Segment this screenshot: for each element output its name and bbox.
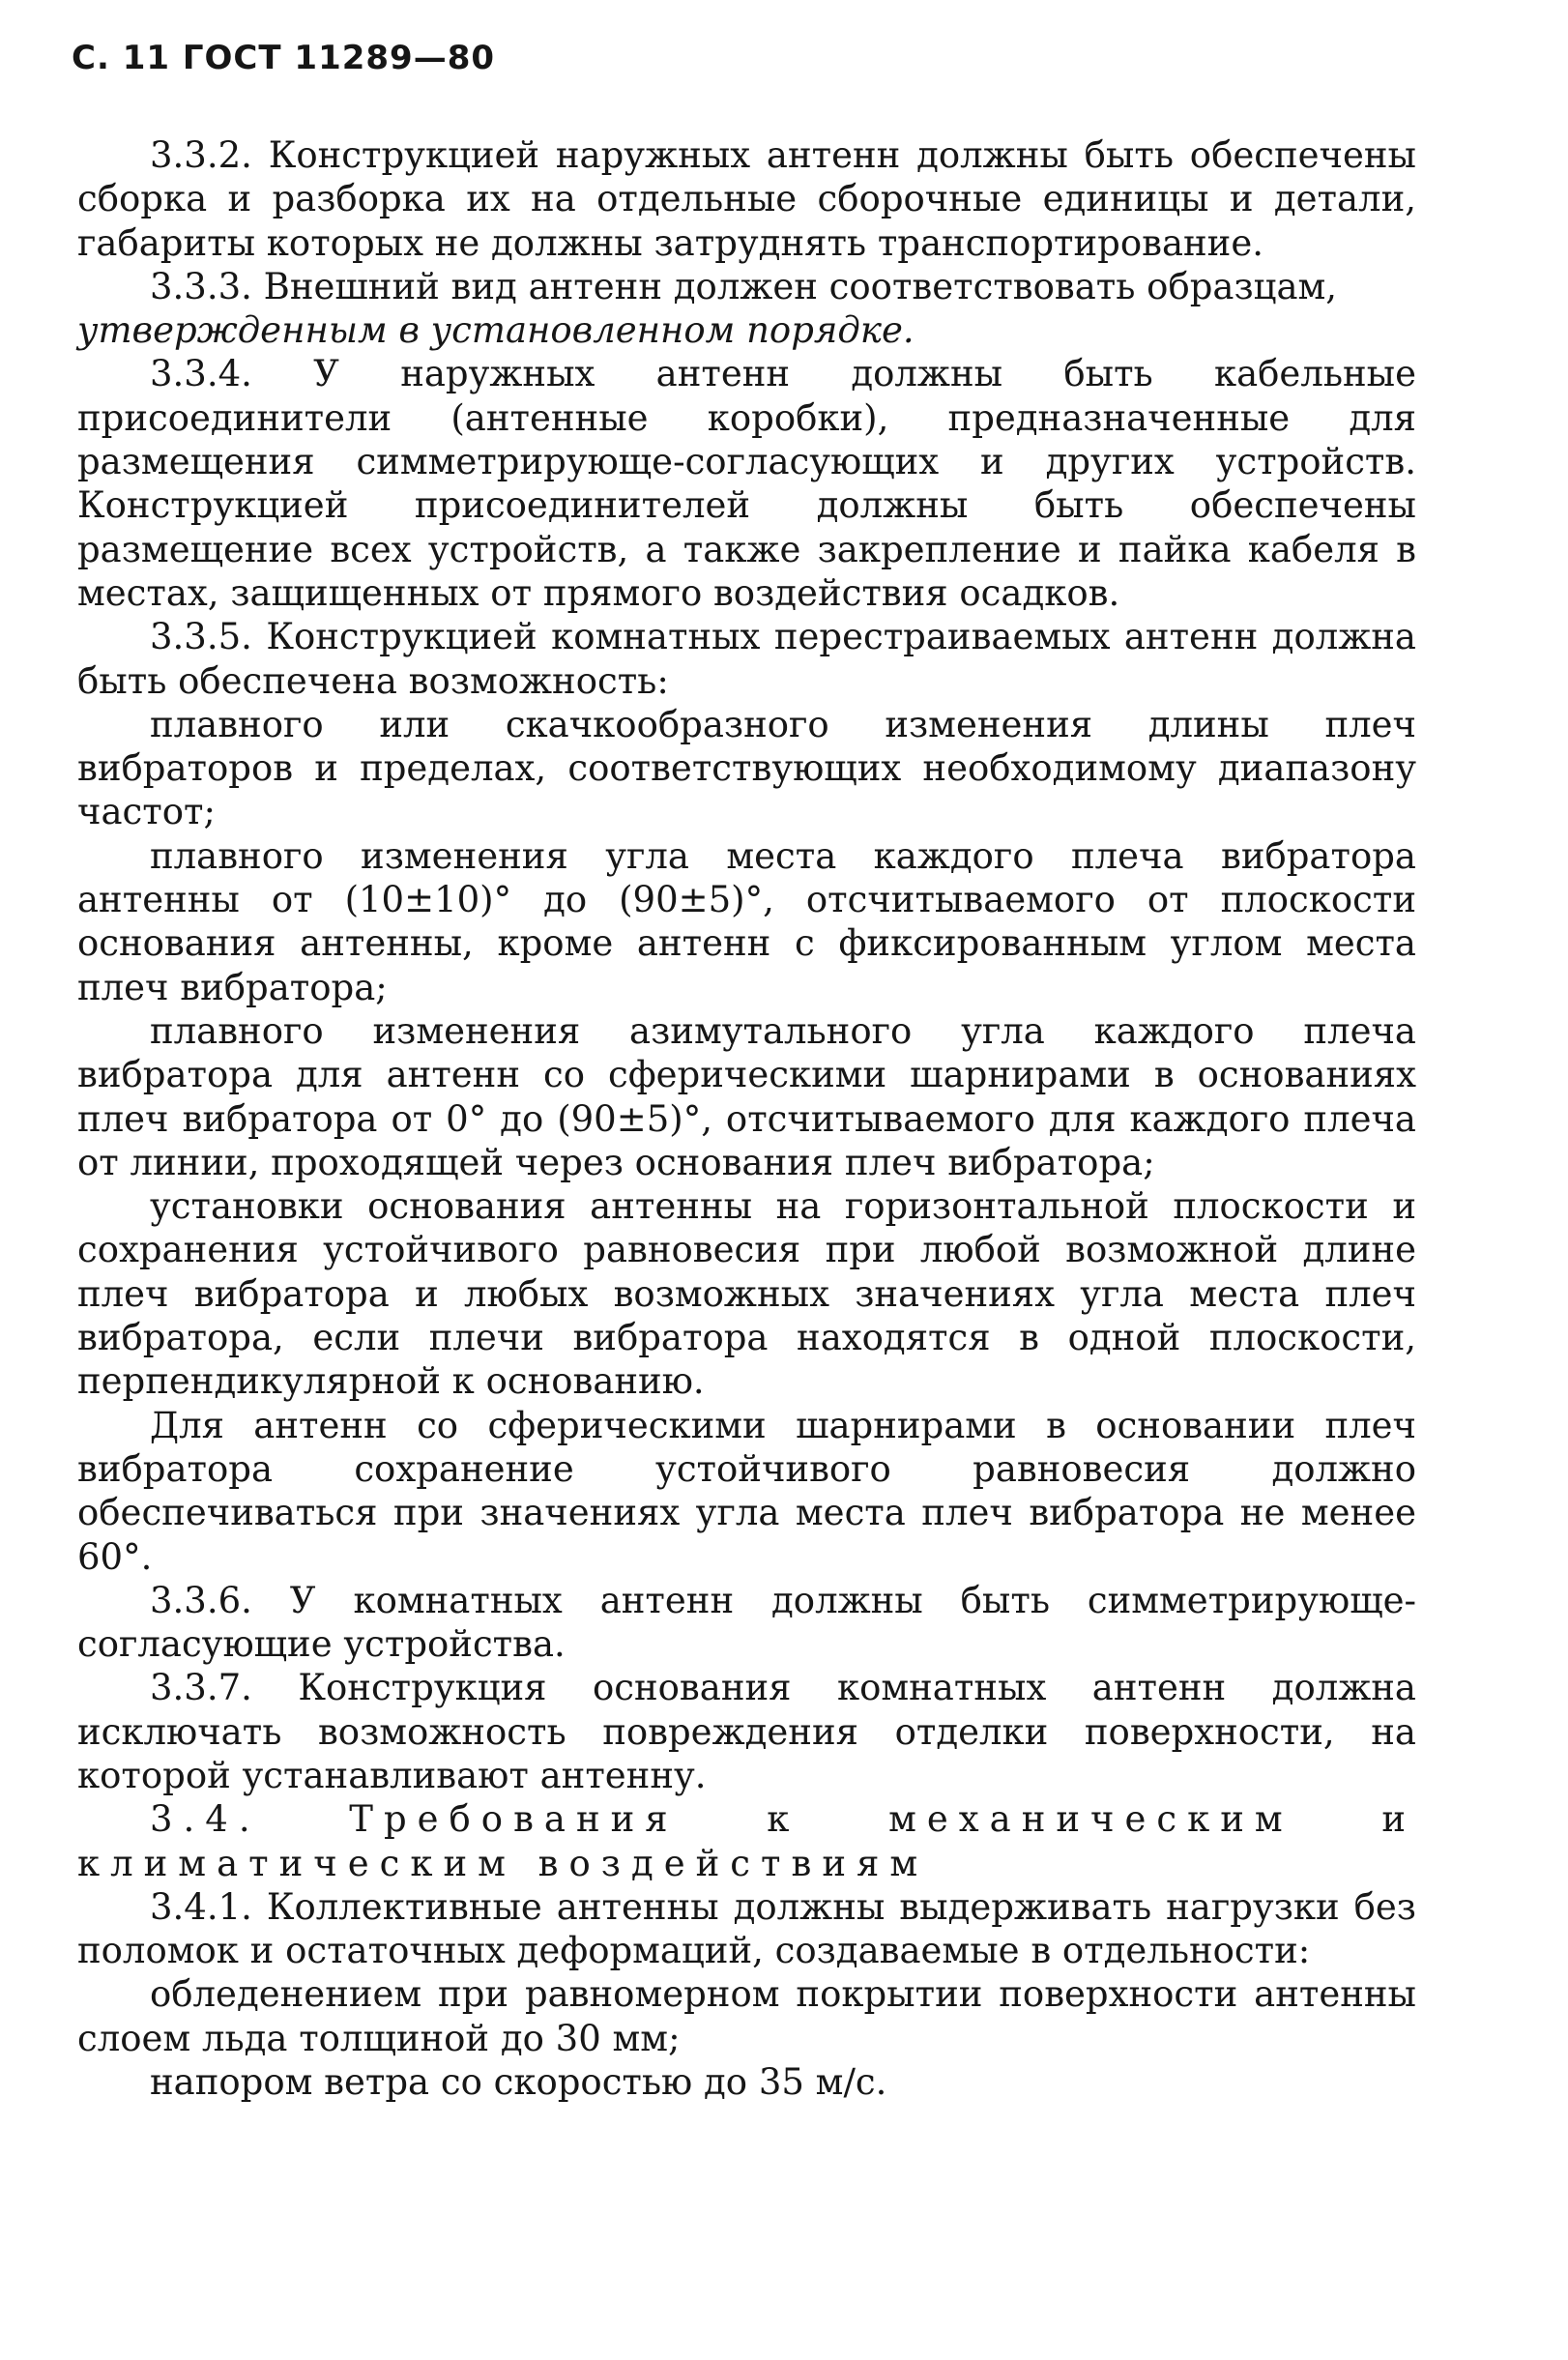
document-body: [77, 133, 1416, 2104]
paragraph-3-3-2: 3.3.2. Конструкцией наружных антенн должны быть обеспечены сборка и разборка их на отдельные сборочные единицы и детали, габариты которых не должны затруднять транспортирование.: [77, 134, 1416, 264]
paragraph-3-3-3: 3.3.3. Внешний вид антенн должен соответствовать образцам,: [150, 265, 1338, 307]
paragraph-3-3-3-italic: утвержденным в установленном порядке.: [77, 309, 915, 352]
list-item-ice: обледенением при равномерном покрытии поверхности антенны слоем льда толщиной до 30 мм;: [77, 1973, 1416, 2059]
paragraph-3-3-7: 3.3.7. Конструкция основания комнатных антенн должна исключать возможность повреждения отделки поверхности, на которой устанавливают антенну.: [77, 1667, 1416, 1796]
paragraph-3-3-4: 3.3.4. У наружных антенн должны быть кабельные присоединители (антенные коробки), предназначенные для размещения симметрирующе-согласующих и других устройств. Конструкцией присоединителей должны быть обеспечены размещение всех устройств, а также закрепление и пайка кабеля в местах, защищенных от прямого воздействия осадков.: [77, 353, 1416, 614]
paragraph-3-4-1: 3.4.1. Коллективные антенны должны выдерживать нагрузки без поломок и остаточных деформаций, создаваемые в отдельности:: [77, 1885, 1416, 1972]
list-item-elevation: плавного изменения угла места каждого плеча вибратора антенны от (10±10)° до (90±5)°, отсчитываемого от плоскости основания антенны, кроме антенн с фиксированным углом места плеч вибратора;: [77, 834, 1416, 1008]
list-item-wind: напором ветра со скоростью до 35 м/с.: [150, 2061, 887, 2104]
page-header: С. 11 ГОСТ 11289—80: [72, 39, 496, 77]
paragraph-3-3-5: 3.3.5. Конструкцией комнатных перестраиваемых антенн должна быть обеспечена возможность:: [77, 616, 1416, 702]
paragraph-3-3-6: 3.3.6. У комнатных антенн должны быть симметрирующе-согласующие устройства.: [77, 1579, 1416, 1666]
section-heading-3-4: 3.4. Требования к механическим и климатическим воздействиям: [77, 1798, 1416, 1884]
list-item-base: установки основания антенны на горизонтальной плоскости и сохранения устойчивого равновесия при любой возможной длине плеч вибратора и любых возможных значениях угла места плеч вибратора, если плечи вибратора находятся в одной плоскости, перпендикулярной к основанию.: [77, 1185, 1416, 1403]
paragraph-spherical: Для антенн со сферическими шарнирами в основании плеч вибратора сохранение устойчивого равновесия должно обеспечиваться при значениях угла места плеч вибратора не менее 60°.: [77, 1404, 1416, 1578]
list-item-lengths: плавного или скачкообразного изменения длины плеч вибраторов и пределах, соответствующих необходимому диапазону частот;: [77, 703, 1416, 833]
list-item-azimuth: плавного изменения азимутального угла каждого плеча вибратора для антенн со сферическими шарнирами в основаниях плеч вибратора от 0° до (90±5)°, отсчитываемого для каждого плеча от линии, проходящей через основания плеч вибратора;: [77, 1009, 1416, 1183]
